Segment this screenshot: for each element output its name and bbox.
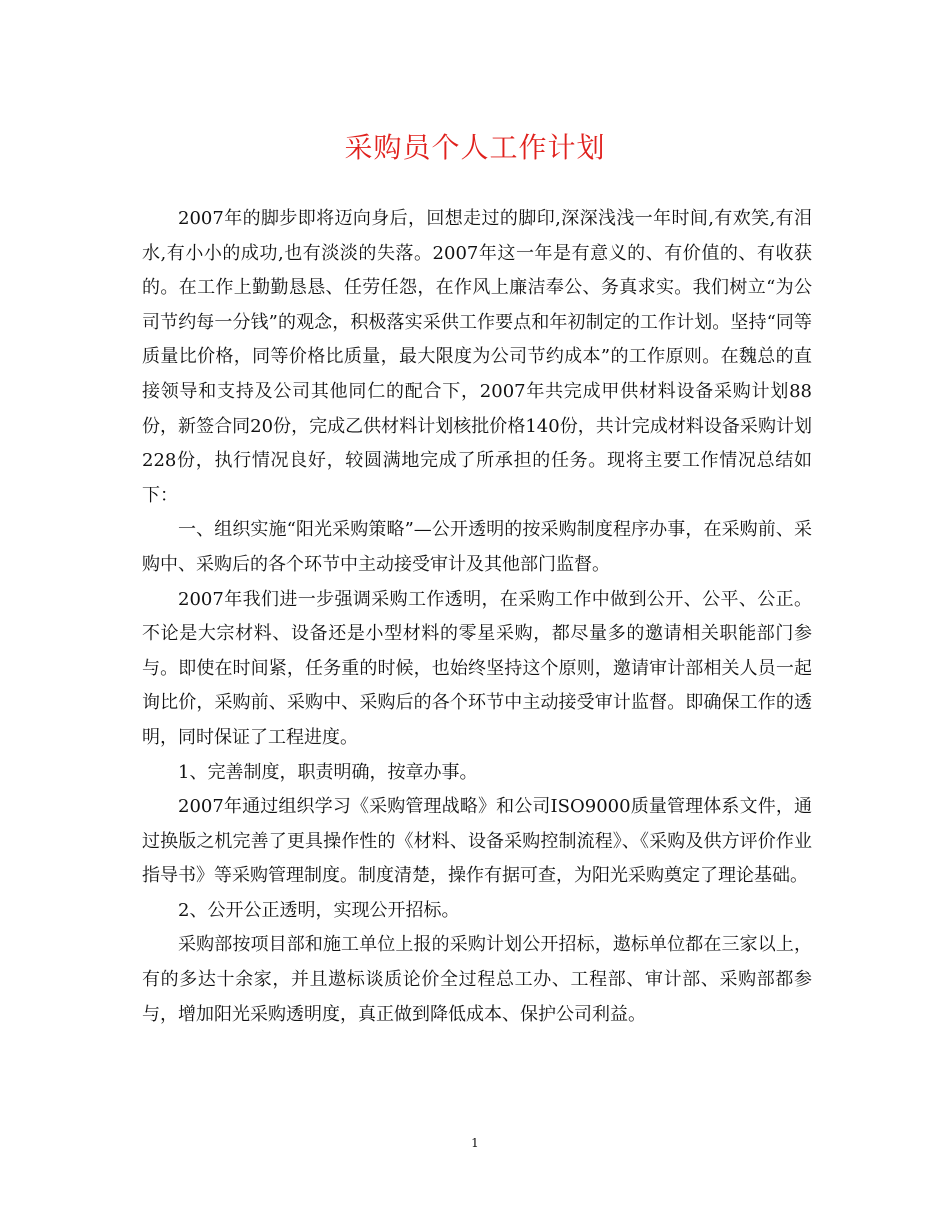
- page-number: 1: [471, 1136, 479, 1150]
- paragraph-intro: 2007年的脚步即将迈向身后，回想走过的脚印,深深浅浅一年时间,有欢笑,有泪水,有小小的成功,也有淡淡的失落。2007年这一年是有意义的、有价值的、有收获的。在工作上勤勤恳恳、任劳任怨，在作风上廉洁奉公、务真求实。我们树立“为公司节约每一分钱”的观念，积极落实采供工作要点和年初制定的工作计划。坚持“同等质量比价格，同等价格比质量，最大限度为公司节约成本”的工作原则。在魏总的直接领导和支持及公司其他同仁的配合下，2007年共完成甲供材料设备采购计划88份，新签合同20份，完成乙供材料计划核批价格140份，共计完成材料设备采购计划228份，执行情况良好，较圆满地完成了所承担的任务。现将主要工作情况总结如下：: [142, 208, 812, 506]
- paragraph-public-tender: 采购部按项目部和施工单位上报的采购计划公开招标，遨标单位都在三家以上，有的多达十余家，并且遨标谈质论价全过程总工办、工程部、审计部、采购部都参与，增加阳光采购透明度，真正做到降低成本、保护公司利益。: [142, 934, 812, 1025]
- document-body: [142, 202, 812, 1032]
- paragraph-subheading-1: 1、完善制度，职责明确，按章办事。: [178, 761, 478, 783]
- paragraph-system-improvement: 2007年通过组织学习《采购管理战略》和公司ISO9000质量管理体系文件，通过换版之机完善了更具操作性的《材料、设备采购控制流程》、《采购及供方评价作业指导书》等采购管理制度。制度清楚，操作有据可查，为阳光采购奠定了理论基础。: [142, 796, 812, 887]
- document-title: 采购员个人工作计划: [344, 131, 606, 164]
- paragraph-subheading-2: 2、公开公正透明，实现公开招标。: [178, 899, 460, 921]
- paragraph-section-1-heading: 一、组织实施“阳光采购策略”—公开透明的按采购制度程序办事，在采购前、采购中、采购后的各个环节中主动接受审计及其他部门监督。: [142, 519, 812, 575]
- paragraph-transparency: 2007年我们进一步强调采购工作透明，在采购工作中做到公开、公平、公正。不论是大宗材料、设备还是小型材料的零星采购，都尽量多的邀请相关职能部门参与。即使在时间紧，任务重的时候，也始终坚持这个原则，邀请审计部相关人员一起询比价，采购前、采购中、采购后的各个环节中主动接受审计监督。即确保工作的透明，同时保证了工程进度。: [142, 588, 812, 748]
